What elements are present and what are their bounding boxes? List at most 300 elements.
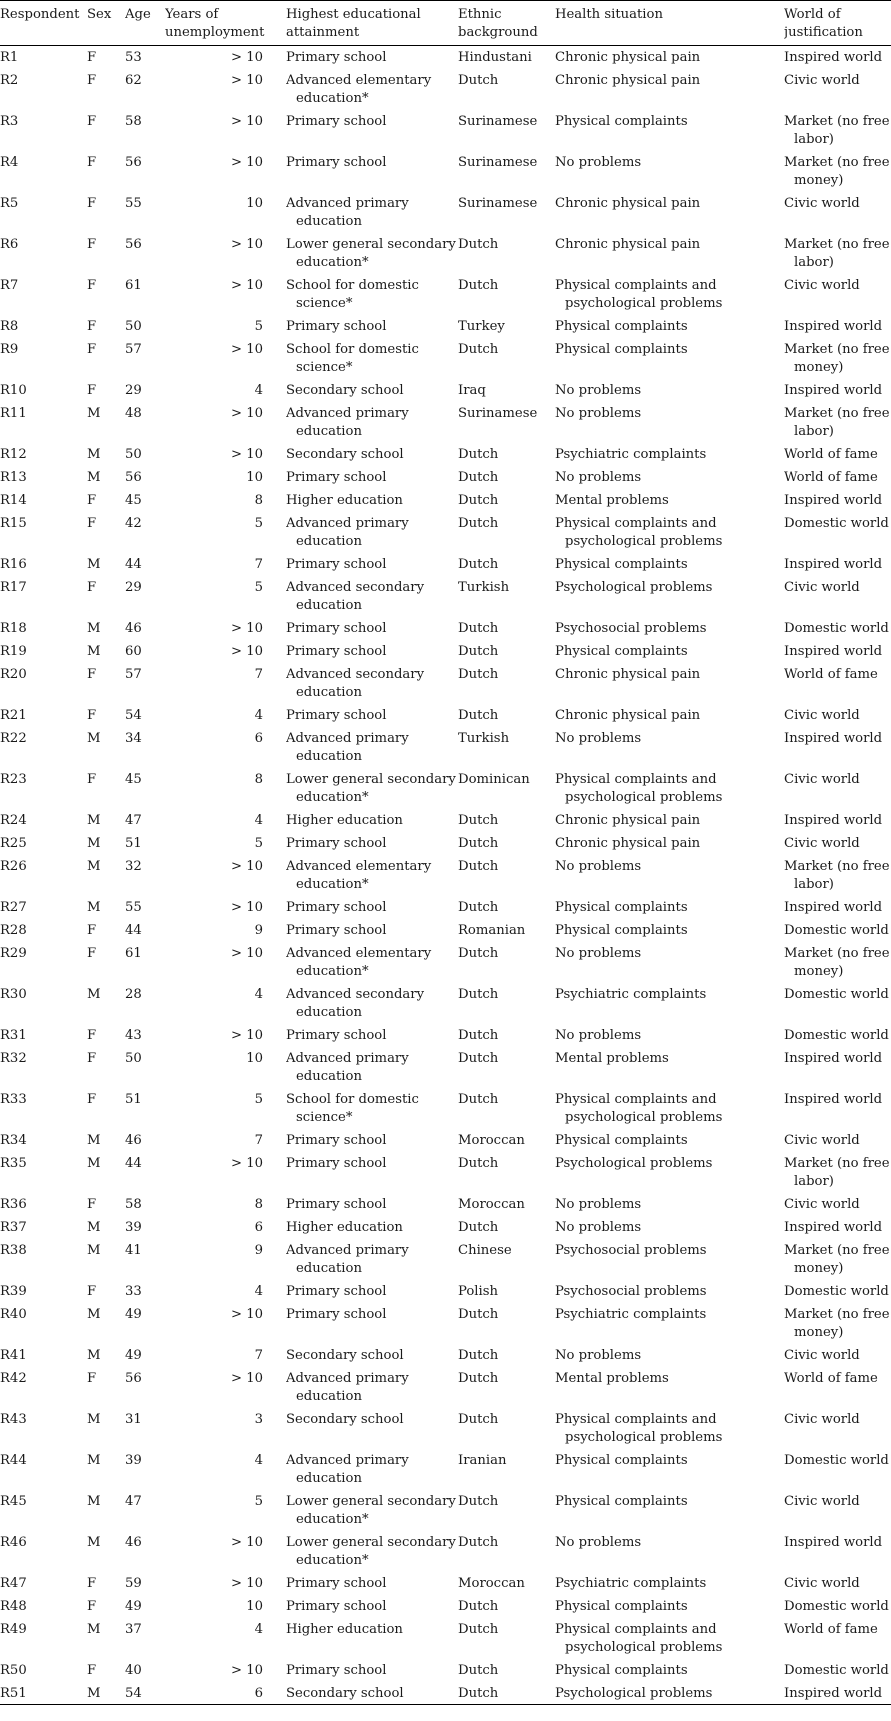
cell-world-of-justification [784, 1682, 891, 1705]
cell-years-unemployment: 9 [254, 1243, 263, 1258]
cell-respondent: R9 [0, 342, 19, 357]
cell-respondent: R11 [0, 406, 27, 421]
cell-respondent: R31 [0, 1028, 27, 1043]
cell-world-of-justification [784, 942, 891, 983]
cell-health-situation [555, 1682, 784, 1705]
cell-education-line: Advanced primary [286, 516, 409, 531]
cell-sex: M [87, 1133, 101, 1148]
header-age: Age [125, 1, 165, 46]
cell-sex: M [87, 1535, 101, 1550]
cell-world-of-justification [784, 983, 891, 1024]
cell-respondent: R36 [0, 1197, 27, 1212]
cell-health-situation-line: Psychosocial problems [555, 1243, 707, 1258]
cell-health-situation [555, 855, 784, 896]
cell-health-situation-line: Chronic physical pain [555, 196, 701, 211]
cell-respondent: R19 [0, 644, 27, 659]
cell-years-unemployment: > 10 [230, 447, 263, 462]
cell-world-of-justification-line: Inspired world [784, 1092, 883, 1107]
cell-education-line: Primary school [286, 1284, 387, 1299]
cell-world-of-justification-line: Market (no free [784, 859, 890, 874]
cell-years-unemployment: 4 [254, 383, 263, 398]
header-education: Highest educational attainment [286, 1, 458, 46]
cell-health-situation-line: Psychiatric complaints [555, 1576, 707, 1591]
cell-education-line: Primary school [286, 155, 387, 170]
cell-sex: M [87, 1453, 101, 1468]
cell-education [286, 1047, 458, 1088]
cell-health-situation-line: Physical complaints [555, 342, 688, 357]
cell-education-line: Advanced primary [286, 1453, 409, 1468]
cell-health-situation [555, 727, 784, 768]
cell-respondent: R5 [0, 196, 19, 211]
cell-years-unemployment: 10 [246, 1051, 263, 1066]
table-row [0, 338, 891, 379]
cell-age: 56 [125, 155, 142, 170]
cell-age: 57 [125, 667, 142, 682]
cell-ethnic-background: Iraq [458, 383, 486, 398]
cell-respondent: R34 [0, 1133, 27, 1148]
cell-ethnic-background: Dutch [458, 708, 499, 723]
table-row [0, 402, 891, 443]
cell-respondent: R44 [0, 1453, 27, 1468]
cell-ethnic-background: Dutch [458, 1622, 499, 1637]
cell-age: 29 [125, 383, 142, 398]
cell-age: 42 [125, 516, 142, 531]
cell-ethnic-background: Romanian [458, 923, 526, 938]
cell-health-situation-line: Chronic physical pain [555, 708, 701, 723]
cell-ethnic-background: Dutch [458, 1535, 499, 1550]
cell-age: 44 [125, 1156, 142, 1171]
cell-years-unemployment: 6 [165, 1682, 286, 1705]
cell-respondent: R38 [0, 1243, 27, 1258]
cell-health-situation-line: No problems [555, 406, 642, 421]
cell-education-line: Advanced elementary [286, 73, 432, 88]
cell-respondent: R33 [0, 1092, 27, 1107]
cell-age: 57 [125, 342, 142, 357]
cell-age: 55 [125, 900, 142, 915]
cell-education [286, 919, 458, 942]
cell-health-situation-line: Physical complaints [555, 1599, 688, 1614]
cell-health-situation [555, 233, 784, 274]
cell-age: 49 [125, 1307, 142, 1322]
cell-health-situation [555, 1367, 784, 1408]
cell-education-line: education [296, 1389, 362, 1404]
cell-sex: F [87, 73, 97, 88]
cell-ethnic-background: Dutch [458, 1663, 499, 1678]
cell-health-situation [555, 1303, 784, 1344]
cell-age: 45 [125, 493, 142, 508]
cell-health-situation-line: psychological problems [565, 1430, 723, 1445]
cell-health-situation-line: Chronic physical pain [555, 237, 701, 252]
cell-respondent: R3 [0, 114, 19, 129]
cell-world-of-justification-line: labor) [794, 424, 834, 439]
cell-health-situation-line: Physical complaints and [555, 1092, 717, 1107]
cell-age: 61 [125, 946, 142, 961]
cell-education-line: Higher education [286, 1220, 403, 1235]
cell-education-line: School for domestic [286, 342, 419, 357]
cell-years-unemployment: 6 [254, 731, 263, 746]
cell-world-of-justification [784, 1344, 891, 1367]
header-ethnic-background: Ethnic background [458, 1, 555, 46]
cell-health-situation-line: No problems [555, 1348, 642, 1363]
cell-world-of-justification [784, 617, 891, 640]
cell-education-line: education [296, 1069, 362, 1084]
cell-ethnic-background: Dutch [458, 557, 499, 572]
cell-respondent: R10 [0, 383, 27, 398]
cell-education [286, 640, 458, 663]
cell-health-situation [555, 1490, 784, 1531]
header-years-unemployment: Years of unemployment [165, 1, 286, 46]
cell-education-line: education* [296, 1553, 369, 1568]
header-row [0, 1, 891, 46]
cell-education [286, 274, 458, 315]
table-row [0, 46, 891, 70]
table-row [0, 832, 891, 855]
cell-health-situation-line: psychological problems [565, 1640, 723, 1655]
cell-respondent: R46 [0, 1535, 27, 1550]
cell-world-of-justification [784, 576, 891, 617]
cell-ethnic-background: Dutch [458, 1156, 499, 1171]
cell-years-unemployment: 7 [254, 667, 263, 682]
cell-ethnic-background: Dutch [458, 813, 499, 828]
cell-health-situation [555, 1531, 784, 1572]
cell-education [286, 1367, 458, 1408]
cell-respondent: R15 [0, 516, 27, 531]
cell-education [286, 855, 458, 896]
cell-sex: F [87, 1599, 97, 1614]
cell-health-situation-line: psychological problems [565, 534, 723, 549]
cell-health-situation [555, 1595, 784, 1618]
cell-education [286, 1239, 458, 1280]
cell-education-line: Advanced elementary [286, 946, 432, 961]
cell-health-situation-line: No problems [555, 383, 642, 398]
cell-world-of-justification-line: Domestic world [784, 621, 889, 636]
table-row [0, 704, 891, 727]
cell-world-of-justification-line: Domestic world [784, 1599, 889, 1614]
cell-sex: F [87, 772, 97, 787]
cell-education [286, 1595, 458, 1618]
cell-education-line: Primary school [286, 557, 387, 572]
table-row [0, 69, 891, 110]
cell-health-situation [555, 192, 784, 233]
cell-ethnic-background: Dutch [458, 470, 499, 485]
cell-education-line: Primary school [286, 644, 387, 659]
cell-world-of-justification-line: labor) [794, 255, 834, 270]
cell-respondent: R20 [0, 667, 27, 682]
cell-world-of-justification [784, 512, 891, 553]
cell-ethnic-background: Surinamese [458, 114, 538, 129]
cell-health-situation [555, 110, 784, 151]
cell-health-situation-line: psychological problems [565, 1110, 723, 1125]
cell-ethnic-background: Dutch [458, 1371, 499, 1386]
cell-education-line: Higher education [286, 813, 403, 828]
cell-education-line: education* [296, 1512, 369, 1527]
cell-education [286, 192, 458, 233]
cell-years-unemployment: 6 [254, 1220, 263, 1235]
cell-sex: M [87, 557, 101, 572]
cell-education-line: Advanced primary [286, 406, 409, 421]
cell-education-line: Advanced primary [286, 196, 409, 211]
cell-age: 49 [125, 1599, 142, 1614]
cell-world-of-justification-line: Civic world [784, 73, 860, 88]
cell-world-of-justification-line: Inspired world [784, 731, 883, 746]
table-row [0, 443, 891, 466]
cell-education-line: Primary school [286, 1307, 387, 1322]
cell-years-unemployment: 5 [254, 319, 263, 334]
cell-education-line: education* [296, 877, 369, 892]
cell-world-of-justification-line: Domestic world [784, 1028, 889, 1043]
cell-world-of-justification [784, 1408, 891, 1449]
table-row [0, 1216, 891, 1239]
cell-sex: F [87, 278, 97, 293]
cell-age: 62 [125, 73, 142, 88]
cell-education-line: education [296, 685, 362, 700]
cell-respondent: R4 [0, 155, 19, 170]
cell-world-of-justification-line: Civic world [784, 1197, 860, 1212]
cell-years-unemployment: 8 [254, 1197, 263, 1212]
cell-education-line: education* [296, 255, 369, 270]
cell-respondent: R32 [0, 1051, 27, 1066]
cell-world-of-justification-line: Civic world [784, 772, 860, 787]
table-row [0, 727, 891, 768]
cell-sex: F [87, 1028, 97, 1043]
cell-health-situation [555, 1193, 784, 1216]
cell-world-of-justification [784, 489, 891, 512]
cell-education [286, 617, 458, 640]
cell-respondent: R22 [0, 731, 27, 746]
cell-respondent: R24 [0, 813, 27, 828]
cell-respondent: R41 [0, 1348, 27, 1363]
cell-health-situation [555, 942, 784, 983]
cell-years-unemployment: 7 [254, 557, 263, 572]
cell-health-situation [555, 1239, 784, 1280]
cell-world-of-justification-line: money) [794, 173, 844, 188]
cell-age: 39 [125, 1220, 142, 1235]
cell-world-of-justification [784, 192, 891, 233]
cell-years-unemployment: 5 [254, 1494, 263, 1509]
cell-health-situation [555, 274, 784, 315]
cell-health-situation-line: Mental problems [555, 493, 669, 508]
cell-age: 56 [125, 1371, 142, 1386]
cell-ethnic-background: Dutch [458, 1348, 499, 1363]
cell-health-situation-line: Physical complaints and [555, 516, 717, 531]
cell-health-situation-line: Psychiatric complaints [555, 987, 707, 1002]
cell-world-of-justification-line: Inspired world [784, 900, 883, 915]
cell-health-situation [555, 1659, 784, 1682]
cell-sex: M [87, 900, 101, 915]
cell-ethnic-background: Dutch [458, 859, 499, 874]
cell-education-line: Primary school [286, 114, 387, 129]
cell-health-situation-line: Physical complaints and [555, 1412, 717, 1427]
cell-world-of-justification-line: labor) [794, 1174, 834, 1189]
cell-health-situation-line: Physical complaints [555, 900, 688, 915]
cell-education-line: education [296, 424, 362, 439]
cell-education [286, 727, 458, 768]
cell-age: 40 [125, 1663, 142, 1678]
cell-years-unemployment: 4 [254, 1622, 263, 1637]
cell-education-line: Primary school [286, 1663, 387, 1678]
table-row [0, 1088, 891, 1129]
table-row [0, 110, 891, 151]
cell-years-unemployment: 5 [254, 1092, 263, 1107]
cell-ethnic-background: Dutch [458, 1051, 499, 1066]
cell-respondent: R27 [0, 900, 27, 915]
cell-education [286, 1408, 458, 1449]
cell-ethnic-background: Dutch [458, 900, 499, 915]
cell-world-of-justification [784, 663, 891, 704]
cell-health-situation [555, 1280, 784, 1303]
cell-education-line: Primary school [286, 900, 387, 915]
cell-age: 44 [125, 557, 142, 572]
cell-respondent: R48 [0, 1599, 27, 1614]
cell-ethnic-background: Turkish [458, 580, 510, 595]
cell-education [286, 576, 458, 617]
cell-respondent: R8 [0, 319, 19, 334]
cell-education [286, 110, 458, 151]
cell-education-line: Lower general secondary [286, 772, 456, 787]
cell-sex: M [87, 1243, 101, 1258]
cell-health-situation [555, 896, 784, 919]
cell-ethnic-background: Dutch [458, 73, 499, 88]
cell-health-situation [555, 338, 784, 379]
cell-ethnic-background: Dutch [458, 493, 499, 508]
cell-respondent: R37 [0, 1220, 27, 1235]
cell-education-line: Primary school [286, 1028, 387, 1043]
cell-age: 50 [125, 1051, 142, 1066]
cell-years-unemployment: > 10 [230, 900, 263, 915]
cell-health-situation-line: No problems [555, 859, 642, 874]
cell-health-situation-line: No problems [555, 1535, 642, 1550]
cell-age: 28 [125, 987, 142, 1002]
cell-health-situation-line: No problems [555, 731, 642, 746]
cell-health-situation-line: Psychosocial problems [555, 1284, 707, 1299]
cell-education [286, 1682, 458, 1705]
table-row [0, 1408, 891, 1449]
table-row [0, 1572, 891, 1595]
cell-world-of-justification-line: Civic world [784, 1576, 860, 1591]
cell-years-unemployment: > 10 [230, 406, 263, 421]
table-row [0, 553, 891, 576]
cell-respondent: R49 [0, 1622, 27, 1637]
cell-world-of-justification [784, 640, 891, 663]
cell-education [286, 489, 458, 512]
cell-education-line: Advanced primary [286, 1243, 409, 1258]
cell-world-of-justification [784, 768, 891, 809]
cell-health-situation [555, 1618, 784, 1659]
cell-sex: F [87, 1051, 97, 1066]
cell-respondent: R1 [0, 50, 19, 65]
cell-age: 49 [125, 1348, 142, 1363]
cell-ethnic-background: Dominican [458, 772, 530, 787]
cell-health-situation [555, 1449, 784, 1490]
cell-sex: M [87, 1307, 101, 1322]
cell-sex: F [87, 237, 97, 252]
cell-world-of-justification-line: Inspired world [784, 383, 883, 398]
cell-ethnic-background: Turkish [458, 731, 510, 746]
cell-education [286, 315, 458, 338]
cell-health-situation-line: No problems [555, 1220, 642, 1235]
cell-ethnic-background: Moroccan [458, 1133, 525, 1148]
table-row [0, 233, 891, 274]
table-row [0, 1449, 891, 1490]
cell-health-situation [555, 983, 784, 1024]
cell-health-situation-line: psychological problems [565, 296, 723, 311]
cell-world-of-justification [784, 1152, 891, 1193]
cell-years-unemployment: 9 [254, 923, 263, 938]
cell-world-of-justification-line: Inspired world [784, 1535, 883, 1550]
cell-respondent: R14 [0, 493, 27, 508]
cell-age: 46 [125, 1535, 142, 1550]
cell-education [286, 466, 458, 489]
cell-health-situation-line: Mental problems [555, 1051, 669, 1066]
cell-years-unemployment: 5 [254, 580, 263, 595]
cell-health-situation-line: No problems [555, 470, 642, 485]
cell-years-unemployment: > 10 [230, 1028, 263, 1043]
cell-world-of-justification [784, 1216, 891, 1239]
cell-respondent: R40 [0, 1307, 27, 1322]
cell-years-unemployment: > 10 [230, 1156, 263, 1171]
cell-years-unemployment: > 10 [230, 237, 263, 252]
cell-ethnic-background: Surinamese [458, 406, 538, 421]
cell-education-line: science* [296, 296, 353, 311]
cell-world-of-justification-line: Domestic world [784, 1284, 889, 1299]
cell-age: 37 [125, 1622, 142, 1637]
cell-ethnic-background: Dutch [458, 987, 499, 1002]
cell-world-of-justification-line: Civic world [784, 1348, 860, 1363]
cell-years-unemployment: > 10 [230, 1663, 263, 1678]
cell-education [286, 704, 458, 727]
cell-world-of-justification [784, 1531, 891, 1572]
cell-world-of-justification-line: Inspired world [784, 1220, 883, 1235]
cell-education-line: Secondary school [286, 383, 404, 398]
cell-sex: F [87, 319, 97, 334]
header-world-of-justification: World of justification [784, 1, 891, 46]
table-row [0, 1682, 891, 1705]
cell-health-situation [555, 1344, 784, 1367]
cell-ethnic-background: Turkey [458, 319, 505, 334]
cell-years-unemployment: > 10 [230, 114, 263, 129]
cell-age: 59 [125, 1576, 142, 1591]
cell-education [286, 1152, 458, 1193]
cell-world-of-justification [784, 1047, 891, 1088]
cell-age: 51 [125, 1092, 142, 1107]
cell-world-of-justification [784, 402, 891, 443]
table-row [0, 1239, 891, 1280]
table-row [0, 919, 891, 942]
cell-ethnic-background: Dutch [458, 516, 499, 531]
cell-education-line: education* [296, 91, 369, 106]
cell-ethnic-background: Chinese [458, 1243, 512, 1258]
cell-age: 58 [125, 1197, 142, 1212]
cell-age: 58 [125, 114, 142, 129]
cell-health-situation [555, 553, 784, 576]
cell-world-of-justification [784, 855, 891, 896]
cell-education [286, 1024, 458, 1047]
cell-sex: F [87, 1197, 97, 1212]
table-row [0, 855, 891, 896]
cell-world-of-justification-line: money) [794, 964, 844, 979]
cell-education-line: science* [296, 360, 353, 375]
cell-world-of-justification-line: Inspired world [784, 644, 883, 659]
cell-respondent: R39 [0, 1284, 27, 1299]
table-row [0, 1024, 891, 1047]
cell-health-situation-line: Psychiatric complaints [555, 447, 707, 462]
cell-sex: F [87, 580, 97, 595]
cell-respondent: R12 [0, 447, 27, 462]
cell-ethnic-background: Dutch [458, 1599, 499, 1614]
cell-ethnic-background: Dutch [458, 237, 499, 252]
cell-health-situation [555, 466, 784, 489]
cell-world-of-justification [784, 69, 891, 110]
